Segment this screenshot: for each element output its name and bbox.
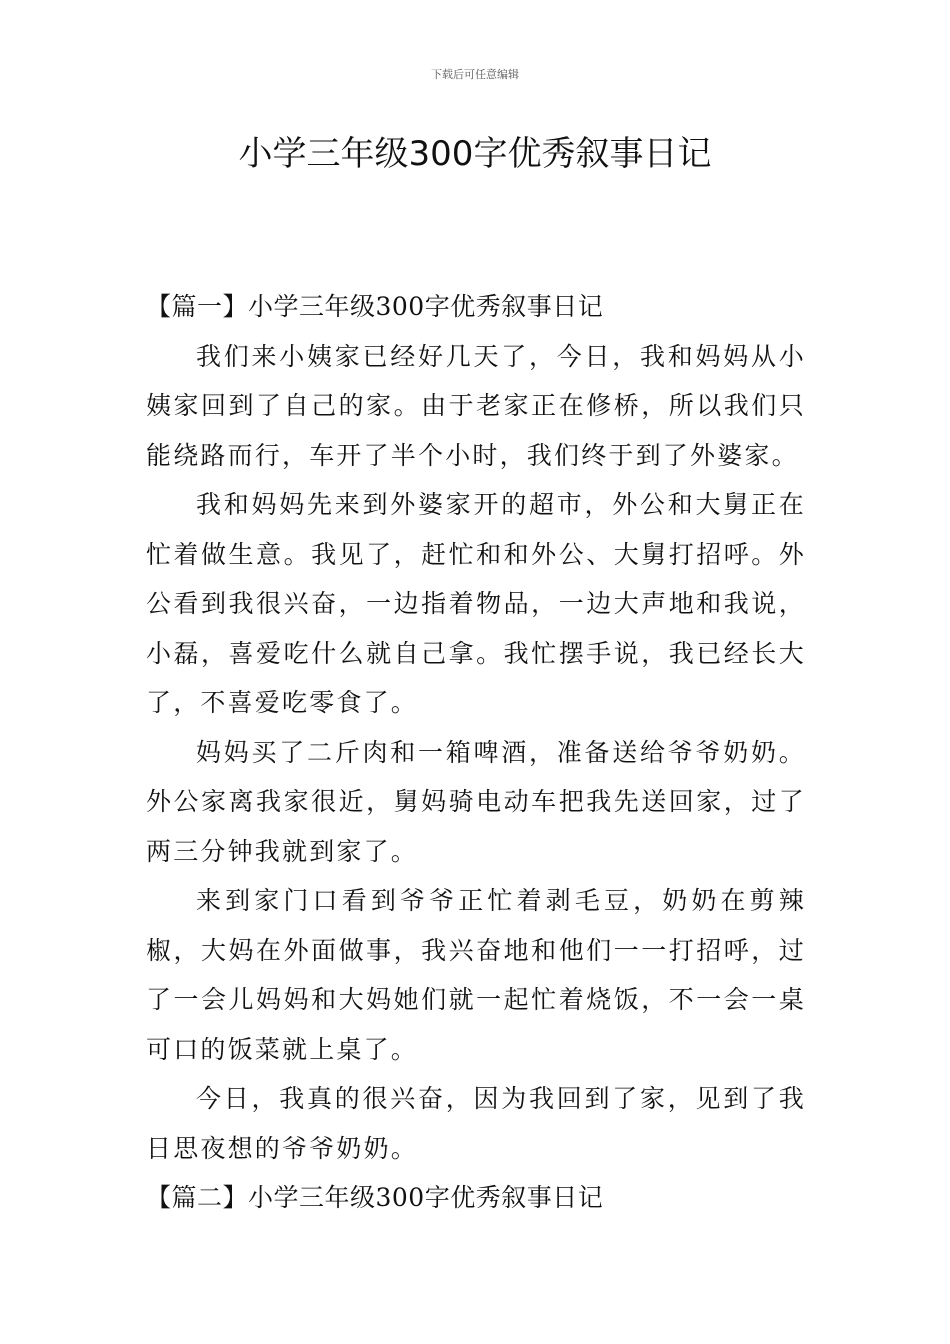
- paragraph-2: 我和妈妈先来到外婆家开的超市，外公和大舅正在忙着做生意。我见了，赶忙和和外公、大舅打招呼。外公看到我很兴奋，一边指着物品，一边大声地和我说，小磊，喜爱吃什么就自己拿。我忙摆手说，我已经长大了，不喜爱吃零食了。: [146, 490, 806, 717]
- section-heading-2: 【篇二】小学三年级300字优秀叙事日记: [146, 1183, 604, 1212]
- paragraph-5: 今日，我真的很兴奋，因为我回到了家，见到了我日思夜想的爷爷奶奶。: [146, 1084, 806, 1163]
- document-title: 小学三年级300字优秀叙事日记: [238, 134, 712, 174]
- header-note: 下载后可任意编辑: [431, 68, 519, 81]
- section-heading-1: 【篇一】小学三年级300字优秀叙事日记: [146, 292, 604, 321]
- paragraph-1: 我们来小姨家已经好几天了，今日，我和妈妈从小姨家回到了自己的家。由于老家正在修桥，所以我们只能绕路而行，车开了半个小时，我们终于到了外婆家。: [146, 341, 806, 470]
- paragraph-4: 来到家门口看到爷爷正忙着剥毛豆，奶奶在剪辣椒，大妈在外面做事，我兴奋地和他们一一打招呼，过了一会儿妈妈和大妈她们就一起忙着烧饭，不一会一桌可口的饭菜就上桌了。: [146, 886, 806, 1064]
- paragraph-3: 妈妈买了二斤肉和一箱啤酒，准备送给爷爷奶奶。外公家离我家很近，舅妈骑电动车把我先送回家，过了两三分钟我就到家了。: [146, 737, 806, 866]
- document-body: [146, 282, 806, 1223]
